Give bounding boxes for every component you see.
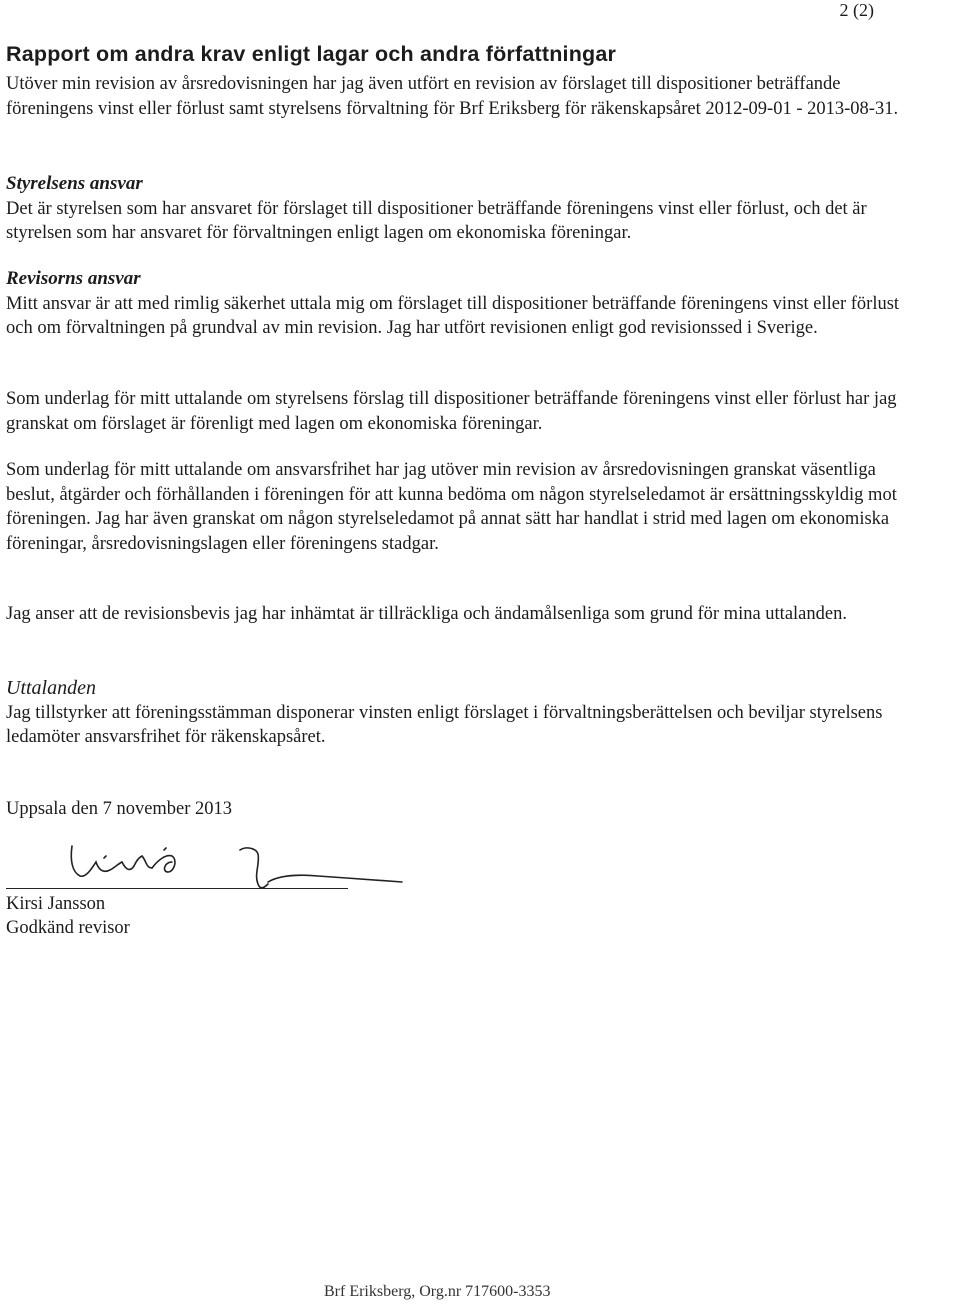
statements-text: Jag tillstyrker att föreningsstämman disponerar vinsten enligt förslaget i förvaltningsberättelsen och beviljar styrelsens ledamöter ansvarsfrihet för räkenskapsåret. [6,702,883,747]
evidence-paragraph [6,602,906,627]
signer-block [6,892,906,940]
auditor-responsibility-section [6,267,906,341]
page-number: 2 (2) [839,0,874,20]
place-date [6,797,906,822]
board-responsibility-text: Det är styrelsen som har ansvaret för förslaget till dispositioner beträffande föreningens vinst eller förlust, och det är styrelsen som har ansvaret för förvaltningen enligt lagen om ekonomiska föreningar. [6,198,867,243]
auditor-responsibility-heading: Revisorns ansvar [6,268,141,289]
board-responsibility-section [6,172,906,246]
statements-section [6,676,906,750]
auditor-responsibility-text: Mitt ansvar är att med rimlig säkerhet uttala mig om förslaget till dispositioner beträffande föreningens vinst eller förlust och om förvaltningen på grundval av min revision. Jag har utfört revisionen enligt god revisionssed i Sverige. [6,293,900,338]
report-title: Rapport om andra krav enligt lagar och andra författningar [6,42,617,66]
footer-org-info: Brf Eriksberg, Org.nr 717600-3353 [324,1283,551,1300]
statements-heading: Uttalanden [6,677,96,699]
basis-paragraph-1 [6,387,906,436]
signer-role: Godkänd revisor [6,918,130,938]
signer-name: Kirsi Jansson [6,894,106,914]
signature-area [6,832,426,892]
basis-paragraph-2 [6,458,906,556]
handwritten-signature-icon [6,832,426,892]
basis-text-2: Som underlag för mitt uttalande om ansvarsfrihet har jag utöver min revision av årsredovisningen granskat väsentliga beslut, åtgärder och förhållanden i föreningen för att kunna bedöma om någon styrelseledamot är ersättningsskyldig mot föreningen. Jag har även granskat om någon styrelseledamot på annat sätt har handlat i strid med lagen om ekonomiska föreningar, årsredovisningslagen eller föreningens stadgar. [6,460,897,554]
signature-line [6,888,348,889]
intro-text: Utöver min revision av årsredovisningen har jag även utfört en revision av förslaget till dispositioner beträffande föreningens vinst eller förlust samt styrelsens förvaltning för Brf Eriksberg för räkenskapsåret 2012-09-01 - 2013-08-31. [6,74,899,119]
evidence-text: Jag anser att de revisionsbevis jag har inhämtat är tillräckliga och ändamålsenliga som grund för mina uttalanden. [6,604,847,624]
place-date-text: Uppsala den 7 november 2013 [6,799,233,819]
basis-text-1: Som underlag för mitt uttalande om styrelsens förslag till dispositioner beträffande föreningens vinst eller förlust har jag granskat om förslaget är förenligt med lagen om ekonomiska föreningar. [6,389,897,434]
board-responsibility-heading: Styrelsens ansvar [6,173,143,194]
intro-paragraph [6,72,906,121]
